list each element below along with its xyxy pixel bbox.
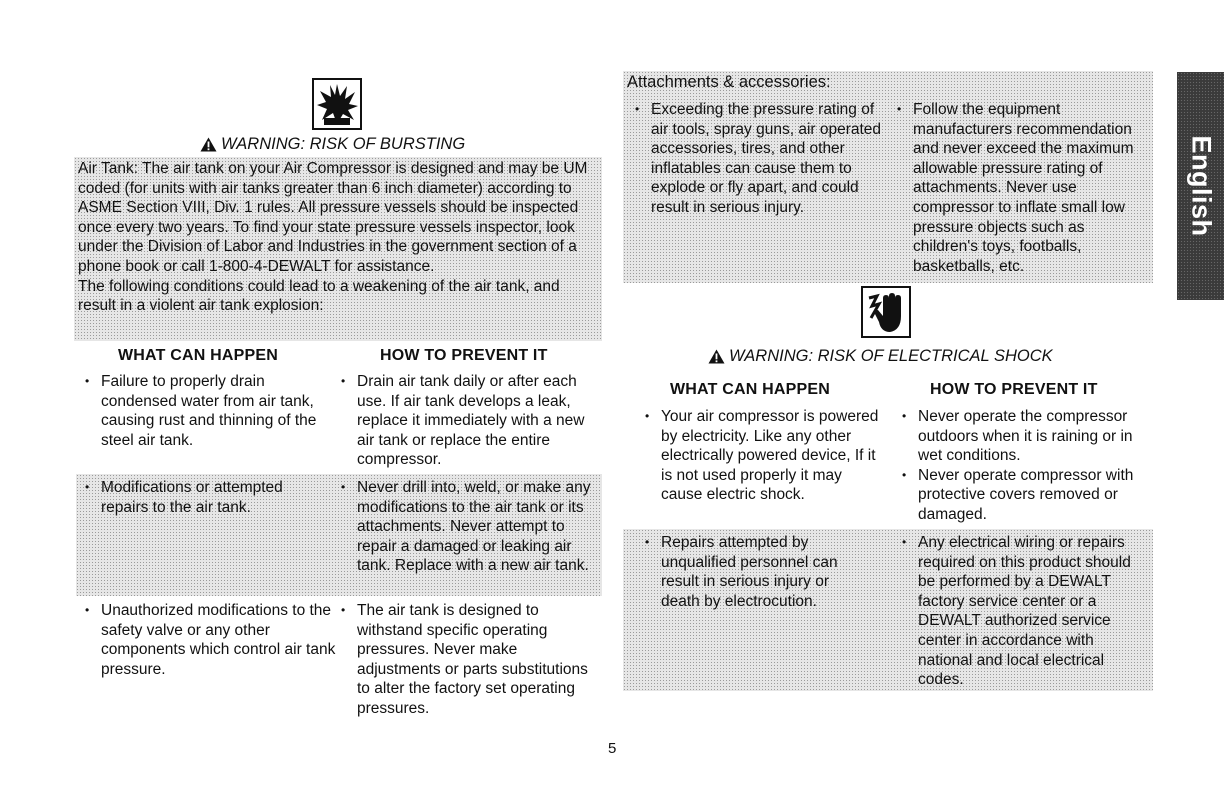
right-row2-what (640, 533, 870, 611)
warning-triangle-icon (200, 137, 217, 152)
page-number: 5 (608, 740, 617, 757)
right-how-header: HOW TO PREVENT IT (930, 381, 1098, 398)
air-tank-text: The air tank on your Air Compressor is designed and may be UM coded (for units with air tanks greater than 6 inch diameter) according to ASME Section VIII, Div. 1 rules. All pressure vessels should be inspected once every two years. To find your state pressure vessels inspector, look under the Division of Labor and Industries in the government section of a phone book or call 1-800-4-DEWALT for assistance. (78, 160, 588, 275)
language-tab-label: English (1186, 135, 1216, 237)
list-item: • Exceeding the pressure rating of air tools, spray guns, air operated accessories, tires, and other inflatables can cause them to explode or fly apart, and could result in serious injury. (630, 100, 892, 218)
left-row1-how (336, 372, 598, 470)
attachments-how (892, 100, 1150, 276)
list-item: • Failure to properly drain condensed water from air tank, causing rust and thinning of the steel air tank. (80, 372, 340, 450)
list-item: • Modifications or attempted repairs to the air tank. (80, 478, 300, 517)
right-row2-how (897, 533, 1151, 690)
list-item: • The air tank is designed to withstand specific operating pressures. Never make adjustments or parts substitutions to alter the factory set operating pressures. (336, 601, 598, 719)
list-item: • Never drill into, weld, or make any modifications to the air tank or its attachments. Never attempt to repair a damaged or leaking air tank. Replace with a new air tank. (336, 478, 598, 576)
left-what-header: WHAT CAN HAPPEN (118, 347, 279, 364)
air-tank-label: Air Tank: (78, 160, 139, 177)
right-row1-how (897, 407, 1155, 525)
list-item: • Never operate compressor with protective covers removed or damaged. (897, 466, 1155, 525)
conditions-text: The following conditions could lead to a weakening of the air tank, and result in a violent air tank explosion: (78, 277, 560, 315)
list-item: • Unauthorized modifications to the safety valve or any other components which control air tank pressure. (80, 601, 338, 679)
list-item: • Any electrical wiring or repairs required on this product should be performed by a DEWALT factory service center or a DEWALT authorized service center in accordance with national and local electrical codes. (897, 533, 1151, 690)
air-tank-paragraph (78, 159, 598, 277)
list-item: • Your air compressor is powered by electricity. Like any other electrically powered device, If it is not used properly it may cause electric shock. (640, 407, 880, 505)
left-row2-what (80, 478, 300, 517)
left-row3-what (80, 601, 338, 679)
air-tank-notice (74, 157, 602, 341)
electrical-warning-text: WARNING: RISK OF ELECTRICAL SHOCK (729, 347, 1053, 365)
list-item: • Never operate the compressor outdoors when it is raining or in wet conditions. (897, 407, 1155, 466)
warning-triangle-icon (708, 349, 725, 364)
list-item: • Follow the equipment manufacturers recommendation and never exceed the maximum allowable pressure rating of attachments. Never use compressor to inflate small low pressure objects such as children's toys, footballs, basketballs, etc. (892, 100, 1150, 276)
left-row3-how (336, 601, 598, 719)
left-how-header: HOW TO PREVENT IT (380, 347, 548, 364)
right-what-header: WHAT CAN HAPPEN (670, 381, 831, 398)
electrical-warning-title (708, 347, 1053, 366)
bursting-hazard-icon (312, 78, 362, 130)
electrical-shock-hazard-icon (861, 286, 911, 338)
list-item: • Drain air tank daily or after each use. If air tank develops a leak, replace it immediately with a new air tank or replace the entire compressor. (336, 372, 598, 470)
language-tab (1177, 72, 1224, 300)
bursting-warning-title (200, 135, 465, 154)
right-row1-what (640, 407, 880, 505)
attachments-what (630, 100, 892, 218)
attachments-title: Attachments & accessories: (627, 73, 831, 91)
left-row2-how (336, 478, 598, 576)
left-row1-what (80, 372, 340, 450)
bursting-warning-text: WARNING: RISK OF BURSTING (221, 135, 466, 153)
list-item: • Repairs attempted by unqualified personnel can result in serious injury or death by electrocution. (640, 533, 870, 611)
